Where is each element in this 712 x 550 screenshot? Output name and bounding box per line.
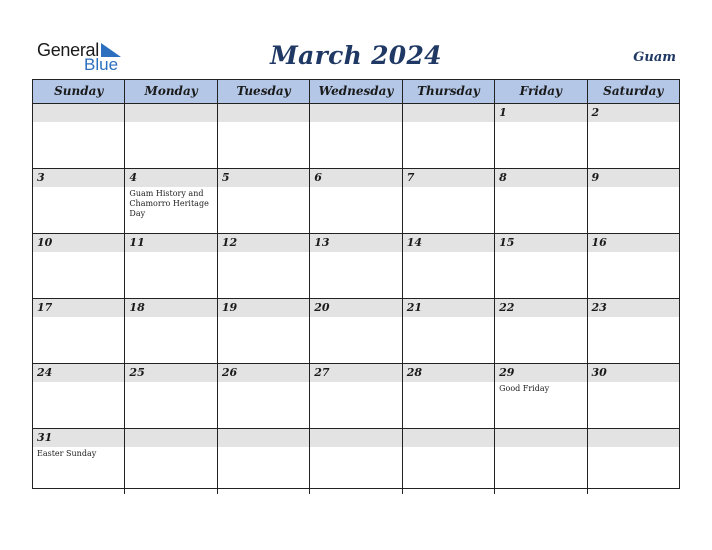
calendar-grid — [32, 79, 680, 489]
day-cell[interactable] — [33, 429, 125, 494]
day-number: 26 — [221, 366, 238, 379]
day-cell[interactable] — [33, 234, 125, 298]
day-number: 13 — [314, 236, 330, 249]
weekday-header-row — [33, 80, 679, 104]
day-number-bar — [310, 299, 401, 317]
day-cell[interactable] — [310, 104, 402, 168]
day-number-bar — [218, 429, 309, 447]
day-number: 27 — [314, 366, 330, 379]
day-cell[interactable] — [310, 299, 402, 363]
day-number: 12 — [221, 236, 238, 249]
holiday-event — [495, 447, 586, 449]
weekday-monday: Monday — [125, 80, 217, 103]
day-cell[interactable] — [33, 169, 125, 233]
holiday-event — [218, 252, 309, 254]
day-cell[interactable] — [588, 429, 679, 494]
holiday-event — [403, 317, 494, 319]
day-number: 5 — [221, 171, 230, 184]
day-number: 14 — [406, 236, 422, 249]
day-number-bar — [125, 364, 216, 382]
day-number-bar — [310, 429, 401, 447]
day-number-bar — [125, 104, 216, 122]
day-cell[interactable] — [403, 169, 495, 233]
day-number: 31 — [37, 431, 53, 444]
day-number-bar — [33, 169, 124, 187]
day-number-bar — [403, 234, 494, 252]
day-cell[interactable] — [588, 104, 679, 168]
day-number-bar — [33, 299, 124, 317]
day-cell[interactable] — [310, 429, 402, 494]
day-number-bar — [33, 429, 124, 447]
holiday-event — [125, 447, 216, 449]
day-number: 2 — [591, 106, 600, 119]
holiday-event — [588, 252, 679, 254]
day-number-bar — [588, 234, 679, 252]
holiday-event — [125, 317, 216, 319]
holiday-event — [310, 447, 401, 449]
day-number: 11 — [129, 236, 145, 249]
day-number: 3 — [37, 171, 45, 184]
day-number: 7 — [406, 171, 415, 184]
weeks-container — [33, 104, 679, 494]
day-number: 22 — [499, 301, 515, 314]
weekday-wednesday: Wednesday — [310, 80, 402, 103]
day-cell[interactable] — [588, 234, 679, 298]
day-cell[interactable] — [588, 364, 679, 428]
day-cell[interactable] — [495, 234, 587, 298]
holiday-event — [125, 252, 216, 254]
week-row — [33, 169, 679, 234]
logo-text-blue: Blue — [84, 55, 119, 74]
holiday-event: Guam History and Chamorro Heritage Day — [129, 189, 209, 218]
day-number: 17 — [37, 301, 53, 314]
week-row — [33, 234, 679, 299]
day-number-bar — [495, 429, 586, 447]
day-number: 29 — [499, 366, 515, 379]
day-number-bar — [495, 234, 586, 252]
day-number-bar — [310, 104, 401, 122]
day-cell[interactable] — [403, 299, 495, 363]
day-number: 24 — [37, 366, 53, 379]
day-cell[interactable] — [33, 299, 125, 363]
day-number-bar — [588, 104, 679, 122]
day-cell[interactable] — [495, 169, 587, 233]
day-cell[interactable] — [218, 104, 310, 168]
holiday-event: Easter Sunday — [37, 449, 97, 458]
holiday-event — [218, 122, 309, 124]
day-cell[interactable] — [218, 364, 310, 428]
holiday-event — [588, 382, 679, 384]
day-number-bar — [33, 234, 124, 252]
day-cell[interactable] — [403, 429, 495, 494]
day-cell[interactable] — [310, 169, 402, 233]
day-number-bar — [218, 234, 309, 252]
day-number-bar — [495, 169, 586, 187]
day-number: 8 — [499, 171, 507, 184]
day-number-bar — [588, 364, 679, 382]
holiday-event — [588, 447, 679, 449]
day-cell[interactable] — [403, 104, 495, 168]
day-number: 15 — [499, 236, 515, 249]
day-number-bar — [33, 104, 124, 122]
day-cell[interactable] — [495, 104, 587, 168]
day-cell[interactable] — [125, 429, 217, 494]
day-number-bar — [588, 429, 679, 447]
holiday-event — [495, 187, 586, 189]
day-cell[interactable] — [125, 234, 217, 298]
day-number-bar — [403, 364, 494, 382]
holiday-event — [310, 122, 401, 124]
day-cell[interactable] — [495, 429, 587, 494]
day-cell[interactable] — [218, 299, 310, 363]
day-cell[interactable] — [310, 234, 402, 298]
day-number-bar — [495, 299, 586, 317]
day-number: 23 — [591, 301, 607, 314]
day-number: 18 — [129, 301, 145, 314]
day-number-bar — [125, 169, 216, 187]
day-cell[interactable] — [218, 169, 310, 233]
holiday-event — [310, 187, 401, 189]
day-cell[interactable] — [125, 104, 217, 168]
day-number: 4 — [129, 171, 138, 184]
day-number-bar — [588, 299, 679, 317]
holiday-event — [588, 122, 679, 124]
holiday-event — [218, 187, 309, 189]
day-number-bar — [218, 169, 309, 187]
day-number-bar — [125, 299, 216, 317]
day-cell[interactable] — [125, 169, 217, 233]
calendar-title: March 2024 — [270, 41, 442, 70]
region-label: Guam — [633, 50, 676, 65]
holiday-event — [33, 382, 124, 384]
day-number-bar — [588, 169, 679, 187]
week-row — [33, 104, 679, 169]
day-number: 6 — [314, 171, 322, 184]
day-number-bar — [310, 364, 401, 382]
holiday-event — [310, 252, 401, 254]
day-number-bar — [403, 429, 494, 447]
holiday-event — [403, 382, 494, 384]
day-number: 1 — [499, 106, 507, 119]
holiday-event — [33, 122, 124, 124]
holiday-event — [33, 252, 124, 254]
holiday-event — [403, 447, 494, 449]
holiday-event — [495, 122, 586, 124]
day-number: 28 — [406, 366, 422, 379]
day-number: 20 — [314, 301, 330, 314]
day-cell[interactable] — [33, 364, 125, 428]
week-row — [33, 429, 679, 494]
week-row — [33, 364, 679, 429]
holiday-event — [588, 187, 679, 189]
holiday-event — [310, 317, 401, 319]
day-number: 19 — [221, 301, 238, 314]
weekday-friday: Friday — [495, 80, 587, 103]
day-number: 16 — [591, 236, 607, 249]
day-cell[interactable] — [310, 364, 402, 428]
holiday-event — [218, 317, 309, 319]
holiday-event — [125, 122, 216, 124]
holiday-event — [33, 187, 124, 189]
day-number: 21 — [406, 301, 422, 314]
day-cell[interactable] — [125, 364, 217, 428]
day-cell[interactable] — [588, 299, 679, 363]
holiday-event — [403, 122, 494, 124]
holiday-event — [33, 317, 124, 319]
holiday-event — [218, 382, 309, 384]
day-number-bar — [125, 429, 216, 447]
day-number: 25 — [129, 366, 145, 379]
day-number-bar — [403, 169, 494, 187]
day-cell[interactable] — [218, 429, 310, 494]
holiday-event — [403, 252, 494, 254]
weekday-saturday: Saturday — [603, 84, 664, 98]
day-cell[interactable] — [495, 299, 587, 363]
day-cell[interactable] — [218, 234, 310, 298]
weekday-sunday: Sunday — [33, 80, 125, 103]
holiday-event — [495, 317, 586, 319]
day-number-bar — [125, 234, 216, 252]
day-cell[interactable] — [33, 104, 125, 168]
day-number-bar — [495, 364, 586, 382]
day-cell[interactable] — [403, 234, 495, 298]
weekday-thursday: Thursday — [403, 80, 495, 103]
day-number-bar — [403, 104, 494, 122]
holiday-event — [495, 252, 586, 254]
day-number-bar — [218, 299, 309, 317]
logo-text-general: General — [37, 40, 99, 60]
holiday-event — [218, 447, 309, 449]
holiday-event — [125, 382, 216, 384]
day-number: 30 — [591, 366, 607, 379]
day-number-bar — [218, 364, 309, 382]
day-number-bar — [495, 104, 586, 122]
day-cell[interactable] — [588, 169, 679, 233]
day-number-bar — [310, 234, 401, 252]
day-number-bar — [33, 364, 124, 382]
day-cell[interactable] — [403, 364, 495, 428]
weekday-tuesday: Tuesday — [218, 80, 310, 103]
holiday-event — [310, 382, 401, 384]
holiday-event — [588, 317, 679, 319]
day-number-bar — [310, 169, 401, 187]
day-cell[interactable] — [495, 364, 587, 428]
week-row — [33, 299, 679, 364]
day-cell[interactable] — [125, 299, 217, 363]
holiday-event — [403, 187, 494, 189]
day-number: 10 — [37, 236, 53, 249]
day-number: 9 — [591, 171, 600, 184]
holiday-event: Good Friday — [499, 384, 550, 393]
day-number-bar — [218, 104, 309, 122]
day-number-bar — [403, 299, 494, 317]
